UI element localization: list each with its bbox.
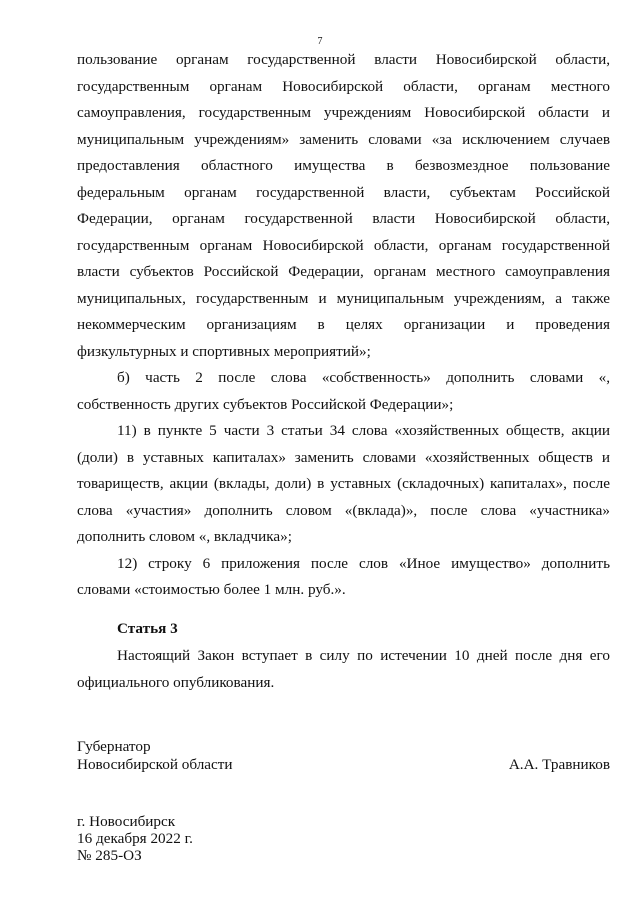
signatory-title-line1: Губернатор <box>77 738 151 755</box>
footer-law-number: № 285-ОЗ <box>77 847 142 864</box>
footer-date: 16 декабря 2022 г. <box>77 830 193 847</box>
paragraph-preceding-amendment: пользование органам государственной власти Новосибирской области, государственным органам Новосибирской области, органам местного самоуправления, государственным учреждениям Новосибирской области и муниципальным учреждениям» заменить словами «за исключением случаев предоставления областного имущества в безвозмездное пользование федеральным органам государственной власти, субъектам Российской Федерации, органам государственной власти Новосибирской области, государственным органам Новосибирской области, органам государственной власти субъектов Российской Федерации, органам местного самоуправления муниципальных, государственным и муниципальным учреждениям, а также некоммерческим организациям в целях организации и проведения физкультурных и спортивных мероприятий»; <box>77 51 610 360</box>
signatory-title-line2: Новосибирской области <box>77 756 233 773</box>
paragraph-amendment-11: 11) в пункте 5 части 3 статьи 34 слова «хозяйственных обществ, акции (доли) в уставных капиталах» заменить словами «хозяйственных обществ и товариществ, акции (вклады, доли) в уставных (складочных) капиталах», после слова «участия» дополнить словом «(вклада)», после слова «участника» дополнить словом «, вкладчика»; <box>77 422 610 545</box>
document-footer <box>77 813 193 864</box>
law-amendments-text <box>77 47 610 604</box>
page-number: 7 <box>317 36 323 47</box>
article-text: Настоящий Закон вступает в силу по истечении 10 дней после дня его официального опубликования. <box>77 647 610 691</box>
signature-block <box>77 738 610 774</box>
signatory-name: А.А. Травников <box>508 756 610 773</box>
article-heading: Статья 3 <box>117 620 178 637</box>
footer-city: г. Новосибирск <box>77 813 176 830</box>
signature-line <box>77 756 610 774</box>
paragraph-amendment-12: 12) строку 6 приложения после слов «Иное имущество» дополнить словами «стоимостью более 1 млн. руб.». <box>77 554 610 598</box>
paragraph-amendment-b: б) часть 2 после слова «собственность» дополнить словами «, собственность других субъектов Российской Федерации»; <box>77 369 610 413</box>
